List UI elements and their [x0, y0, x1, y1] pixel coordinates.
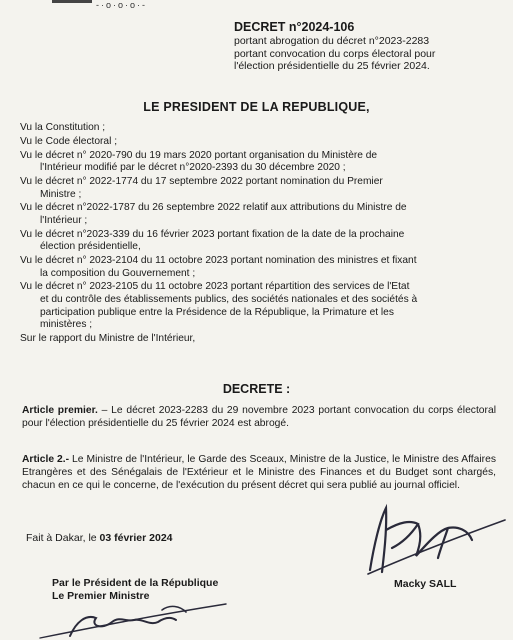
visa-item: Vu le décret n°2022-1787 du 26 septembre 2022 relatif aux attributions du Ministre de l'Intérieur ; — [20, 202, 407, 226]
visa-item: Vu le décret n° 2023-2104 du 11 octobre 2023 portant nomination des ministres et fixant la composition du Gouvernement ; — [20, 255, 417, 279]
article-text: – Le décret 2023-2283 du 29 novembre 2023 portant convocation du corps électoral pour l'élection présidentielle du 25 février 2024 est abrogé. — [22, 405, 496, 429]
decree-subtitle-line-1: portant abrogation du décret n°2023-2283 — [234, 35, 430, 47]
article-premier — [22, 404, 496, 430]
article-2 — [22, 453, 496, 492]
place-prefix: Fait à Dakar, le — [26, 532, 100, 544]
decree-subtitle-line-3: l'élection présidentielle du 25 février 2024. — [234, 60, 430, 73]
decree-date: 03 février 2024 — [99, 532, 173, 544]
president-heading: LE PRESIDENT DE LA REPUBLIQUE, — [143, 100, 370, 114]
countersign-line-1: Par le Président de la République — [52, 577, 219, 589]
visa-item: Vu le décret n° 2022-1774 du 17 septembre 2022 portant nomination du Premier Ministre ; — [20, 175, 383, 200]
decree-header — [234, 20, 504, 73]
decrete-heading: DECRETE : — [222, 382, 291, 396]
visa-list — [20, 122, 496, 347]
ornament-mark: -·o·o·o·- — [96, 0, 147, 10]
visa-item: Vu le décret n° 2020-790 du 19 mars 2020 portant organisation du Ministère de l'Intérieur modifié par le décret n°2020-2393 du 30 décembre 2020 ; — [20, 149, 378, 174]
place-date — [26, 532, 173, 544]
visa-item: Vu le décret n° 2023-2105 du 11 octobre 2023 portant répartition des services de l'Etat et du contrôle des établissements publics, des sociétés nationales et des sociétés à participation publique entre la Présidence de la République, la Primature et les ministères ; — [20, 281, 418, 331]
countersign-line-2: Le Premier Ministre — [52, 590, 150, 602]
visa-item: Sur le rapport du Ministre de l'Intérieur, — [20, 333, 196, 344]
decree-subtitle-line-2: portant convocation du corps électoral pour — [234, 47, 436, 60]
article-label: Article premier. — [22, 405, 98, 416]
article-text: Le Ministre de l'Intérieur, le Garde des Sceaux, Ministre de la Justice, le Ministre des Affaires Etrangères et des Sénégalais de l'Extérieur et le Ministre des Finances et du Budget sont chargés, chacun en ce qui le concerne, de l'exécution du présent décret qui sera publié au journal officiel. — [22, 454, 496, 491]
prime-minister-signature — [30, 592, 230, 640]
article-label: Article 2.- — [22, 454, 70, 465]
decree-title: DECRET n°2024-106 — [234, 20, 355, 34]
header-rule — [52, 0, 92, 3]
visa-item: Vu le Code électoral ; — [20, 135, 118, 147]
signatory-name: Macky SALL — [394, 578, 457, 590]
visa-item: Vu le décret n°2023-339 du 16 février 2023 portant fixation de la date de la prochaine élection présidentielle, — [20, 228, 405, 253]
president-signature — [340, 500, 510, 580]
visa-item: Vu la Constitution ; — [20, 122, 106, 133]
